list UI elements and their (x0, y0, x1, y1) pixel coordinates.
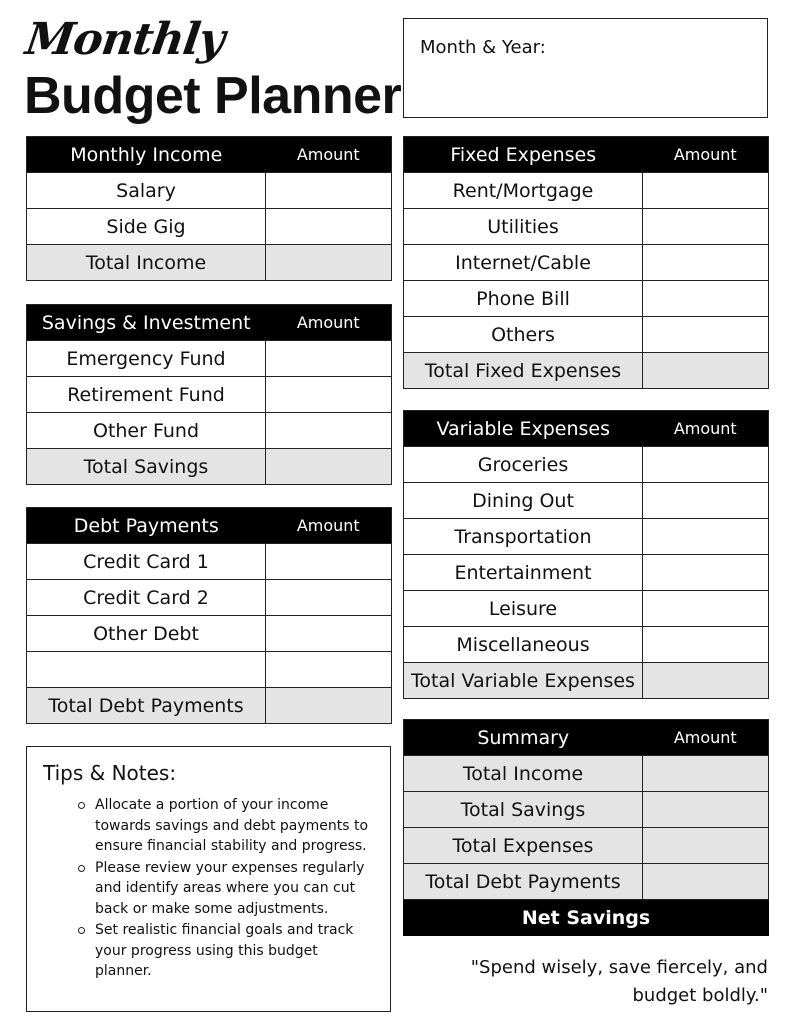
debt-table (26, 507, 392, 724)
amount-cell[interactable] (643, 591, 769, 627)
fixed-expenses-table (403, 136, 769, 389)
table-row (404, 317, 769, 353)
amount-cell[interactable] (643, 483, 769, 519)
net-savings-row (404, 900, 769, 936)
table-row (27, 580, 392, 616)
total-row (27, 688, 392, 724)
total-label: Total Savings (27, 449, 266, 485)
row-label: Total Savings (404, 792, 643, 828)
summary-table (403, 719, 769, 936)
variable-expenses-table (403, 410, 769, 699)
table-row (404, 173, 769, 209)
total-row (404, 663, 769, 699)
row-label: Retirement Fund (27, 377, 266, 413)
row-label: Transportation (404, 519, 643, 555)
amount-header: Amount (643, 411, 769, 447)
tips-list (43, 795, 376, 982)
total-row (404, 353, 769, 389)
total-label: Total Debt Payments (27, 688, 266, 724)
total-amount-cell[interactable] (266, 449, 392, 485)
row-label: Other Debt (27, 616, 266, 652)
amount-cell[interactable] (266, 377, 392, 413)
table-row (27, 209, 392, 245)
row-label: Credit Card 2 (27, 580, 266, 616)
row-label: Dining Out (404, 483, 643, 519)
row-label: Groceries (404, 447, 643, 483)
row-label: Internet/Cable (404, 245, 643, 281)
total-row (27, 245, 392, 281)
list-item: Please review your expenses regularly and identify areas where you can cut back or make some adjustments. (95, 858, 376, 920)
table-row (27, 652, 392, 688)
table-row (404, 828, 769, 864)
table-row (404, 281, 769, 317)
amount-header: Amount (266, 305, 392, 341)
row-label: Rent/Mortgage (404, 173, 643, 209)
list-item: Allocate a portion of your income towards savings and debt payments to ensure financial stability and progress. (95, 795, 376, 857)
row-label: Total Income (404, 756, 643, 792)
amount-cell[interactable] (643, 555, 769, 591)
table-row (404, 591, 769, 627)
total-label: Total Variable Expenses (404, 663, 643, 699)
amount-cell[interactable] (643, 627, 769, 663)
page-title: Budget Planner (24, 67, 402, 125)
amount-header: Amount (266, 137, 392, 173)
table-row (27, 173, 392, 209)
table-row (404, 519, 769, 555)
table-row (27, 544, 392, 580)
net-savings-label: Net Savings (404, 900, 769, 936)
table-row (27, 341, 392, 377)
total-amount-cell[interactable] (643, 353, 769, 389)
amount-cell[interactable] (643, 519, 769, 555)
total-row (27, 449, 392, 485)
title-script: Monthly (22, 14, 228, 65)
amount-cell[interactable] (643, 447, 769, 483)
income-header: Monthly Income (27, 137, 266, 173)
amount-cell[interactable] (266, 341, 392, 377)
row-label: Utilities (404, 209, 643, 245)
total-label: Total Income (27, 245, 266, 281)
summary-header: Summary (404, 720, 643, 756)
amount-cell[interactable] (266, 544, 392, 580)
row-label: Salary (27, 173, 266, 209)
amount-cell[interactable] (643, 756, 769, 792)
amount-cell[interactable] (643, 792, 769, 828)
total-amount-cell[interactable] (643, 663, 769, 699)
table-row (404, 209, 769, 245)
table-row (404, 555, 769, 591)
row-label: Entertainment (404, 555, 643, 591)
month-year-field[interactable] (403, 18, 768, 118)
amount-cell[interactable] (643, 317, 769, 353)
amount-cell[interactable] (266, 652, 392, 688)
tips-title: Tips & Notes: (43, 761, 177, 785)
amount-header: Amount (266, 508, 392, 544)
income-table (26, 136, 392, 281)
row-label: Total Expenses (404, 828, 643, 864)
amount-cell[interactable] (266, 173, 392, 209)
row-label: Credit Card 1 (27, 544, 266, 580)
blank-label-cell[interactable] (27, 652, 266, 688)
table-row (27, 616, 392, 652)
row-label: Side Gig (27, 209, 266, 245)
variable-header: Variable Expenses (404, 411, 643, 447)
row-label: Total Debt Payments (404, 864, 643, 900)
row-label: Miscellaneous (404, 627, 643, 663)
list-item: Set realistic financial goals and track your progress using this budget planner. (95, 920, 376, 982)
table-row (404, 483, 769, 519)
table-row (404, 245, 769, 281)
total-label: Total Fixed Expenses (404, 353, 643, 389)
amount-cell[interactable] (643, 828, 769, 864)
amount-cell[interactable] (266, 209, 392, 245)
total-amount-cell[interactable] (266, 245, 392, 281)
row-label: Other Fund (27, 413, 266, 449)
month-year-label: Month & Year: (420, 37, 546, 58)
amount-cell[interactable] (643, 281, 769, 317)
row-label: Leisure (404, 591, 643, 627)
savings-table (26, 304, 392, 485)
table-row (27, 413, 392, 449)
table-row (404, 447, 769, 483)
row-label: Emergency Fund (27, 341, 266, 377)
row-label: Others (404, 317, 643, 353)
table-row (404, 792, 769, 828)
amount-cell[interactable] (643, 864, 769, 900)
tips-notes-box (26, 746, 391, 1012)
table-row (404, 627, 769, 663)
fixed-header: Fixed Expenses (404, 137, 643, 173)
amount-header: Amount (643, 720, 769, 756)
amount-cell[interactable] (266, 616, 392, 652)
debt-header: Debt Payments (27, 508, 266, 544)
amount-cell[interactable] (643, 209, 769, 245)
table-row (404, 864, 769, 900)
amount-cell[interactable] (266, 413, 392, 449)
row-label: Phone Bill (404, 281, 643, 317)
table-row (27, 377, 392, 413)
savings-header: Savings & Investment (27, 305, 266, 341)
amount-cell[interactable] (266, 580, 392, 616)
table-row (404, 756, 769, 792)
total-amount-cell[interactable] (266, 688, 392, 724)
amount-cell[interactable] (643, 245, 769, 281)
quote: "Spend wisely, save fiercely, and budget boldly." (470, 957, 768, 1006)
amount-cell[interactable] (643, 173, 769, 209)
amount-header: Amount (643, 137, 769, 173)
